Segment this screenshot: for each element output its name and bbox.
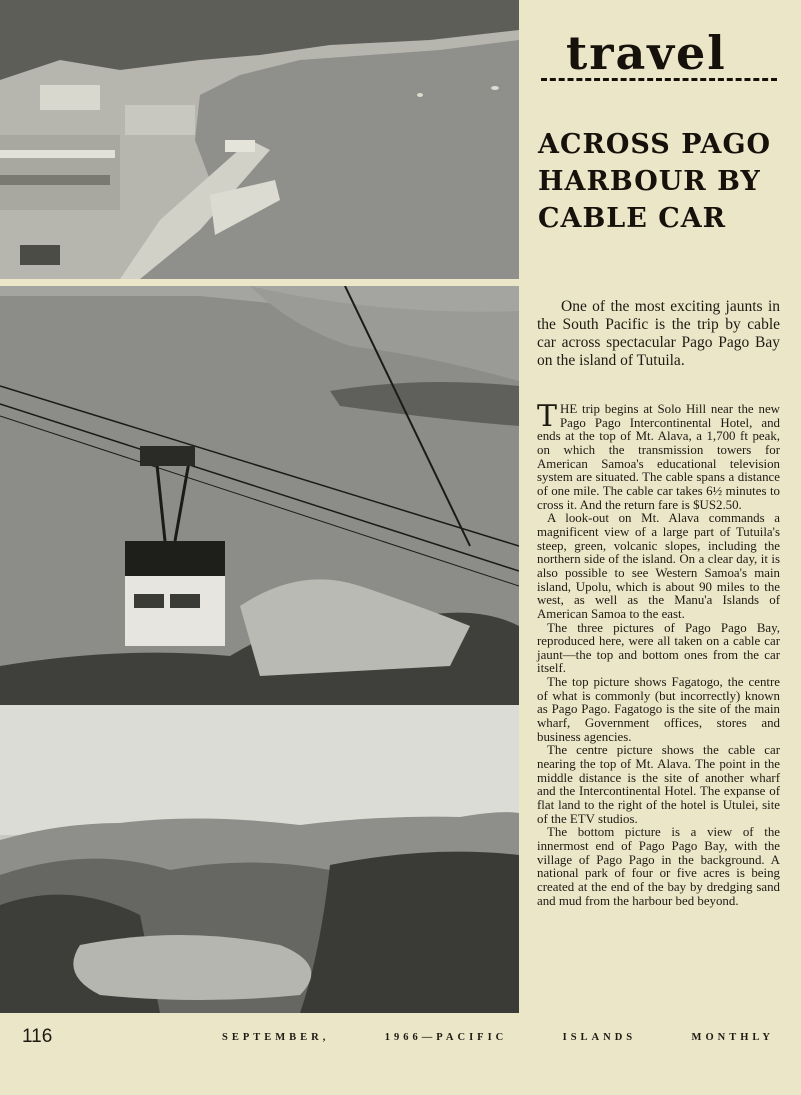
footer-year-publication: 1966—PACIFIC: [384, 1032, 508, 1043]
headline: [538, 126, 793, 237]
body-paragraph: A look-out on Mt. Alava commands a magnificent view of a large part of Tutuila's steep, green, volcanic slopes, including the northern side of the island. On a clear day, it is also possible to see Western Samoa's main island, Upolu, which is about 90 miles to the west, as well as the Manu'a Islands of American Samoa to the east.: [537, 511, 780, 621]
footer-month: SEPTEMBER,: [222, 1032, 330, 1043]
footer-islands: ISLANDS: [562, 1032, 637, 1043]
footer-monthly: MONTHLY: [691, 1032, 774, 1043]
body-paragraph: The centre picture shows the cable car nearing the top of Mt. Alava. The point in the middle distance is the site of another wharf and the Intercontinental Hotel. The expanse of flat land to the right of the hotel is Utulei, site of the ETV studios.: [537, 743, 780, 826]
body-paragraph: The top picture shows Fagatogo, the centre of what is commonly (but incorrectly) known as Pago Pago. Fagatogo is the site of the main wharf, Government offices, stores and business agencies.: [537, 675, 780, 744]
body-paragraph: [537, 399, 780, 512]
running-footer: [222, 1032, 774, 1043]
photo-inner-bay: [0, 705, 519, 1013]
section-label: travel: [566, 26, 727, 80]
photo-cable-car: [0, 286, 519, 705]
body-paragraph: The three pictures of Pago Pago Bay, reproduced here, were all taken on a cable car jaunt—the top and bottom ones from the car itself.: [537, 620, 780, 676]
drop-cap: T: [537, 399, 558, 434]
page-number: 116: [22, 1026, 53, 1047]
photo-fagatogo-wharf: [0, 0, 519, 279]
section-rule: [541, 78, 777, 81]
body-paragraph-text: HE trip begins at Solo Hill near the new Pago Pago Intercontinental Hotel, and ends at the top of Mt. Alava, a 1,700 ft peak, on which the transmission towers for American Samoa's educational television system are situated. The cable spans a distance of one mile. The cable car takes 6½ minutes to cross it. And the return fare is $US2.50.: [537, 402, 780, 512]
intro-paragraph: One of the most exciting jaunts in the South Pacific is the trip by cable car across spectacular Pago Pago Bay on the island of Tutuila.: [537, 298, 780, 369]
headline-line: HARBOUR BY: [538, 166, 761, 197]
article-body: [537, 399, 780, 908]
headline-line: CABLE CAR: [538, 203, 727, 234]
headline-line: ACROSS PAGO: [538, 129, 772, 160]
body-paragraph: The bottom picture is a view of the innermost end of Pago Pago Bay, with the village of Pago Pago in the background. A national park of four or five acres is being created at the end of the bay by dredging sand and mud from the harbour bed beyond.: [537, 825, 780, 908]
